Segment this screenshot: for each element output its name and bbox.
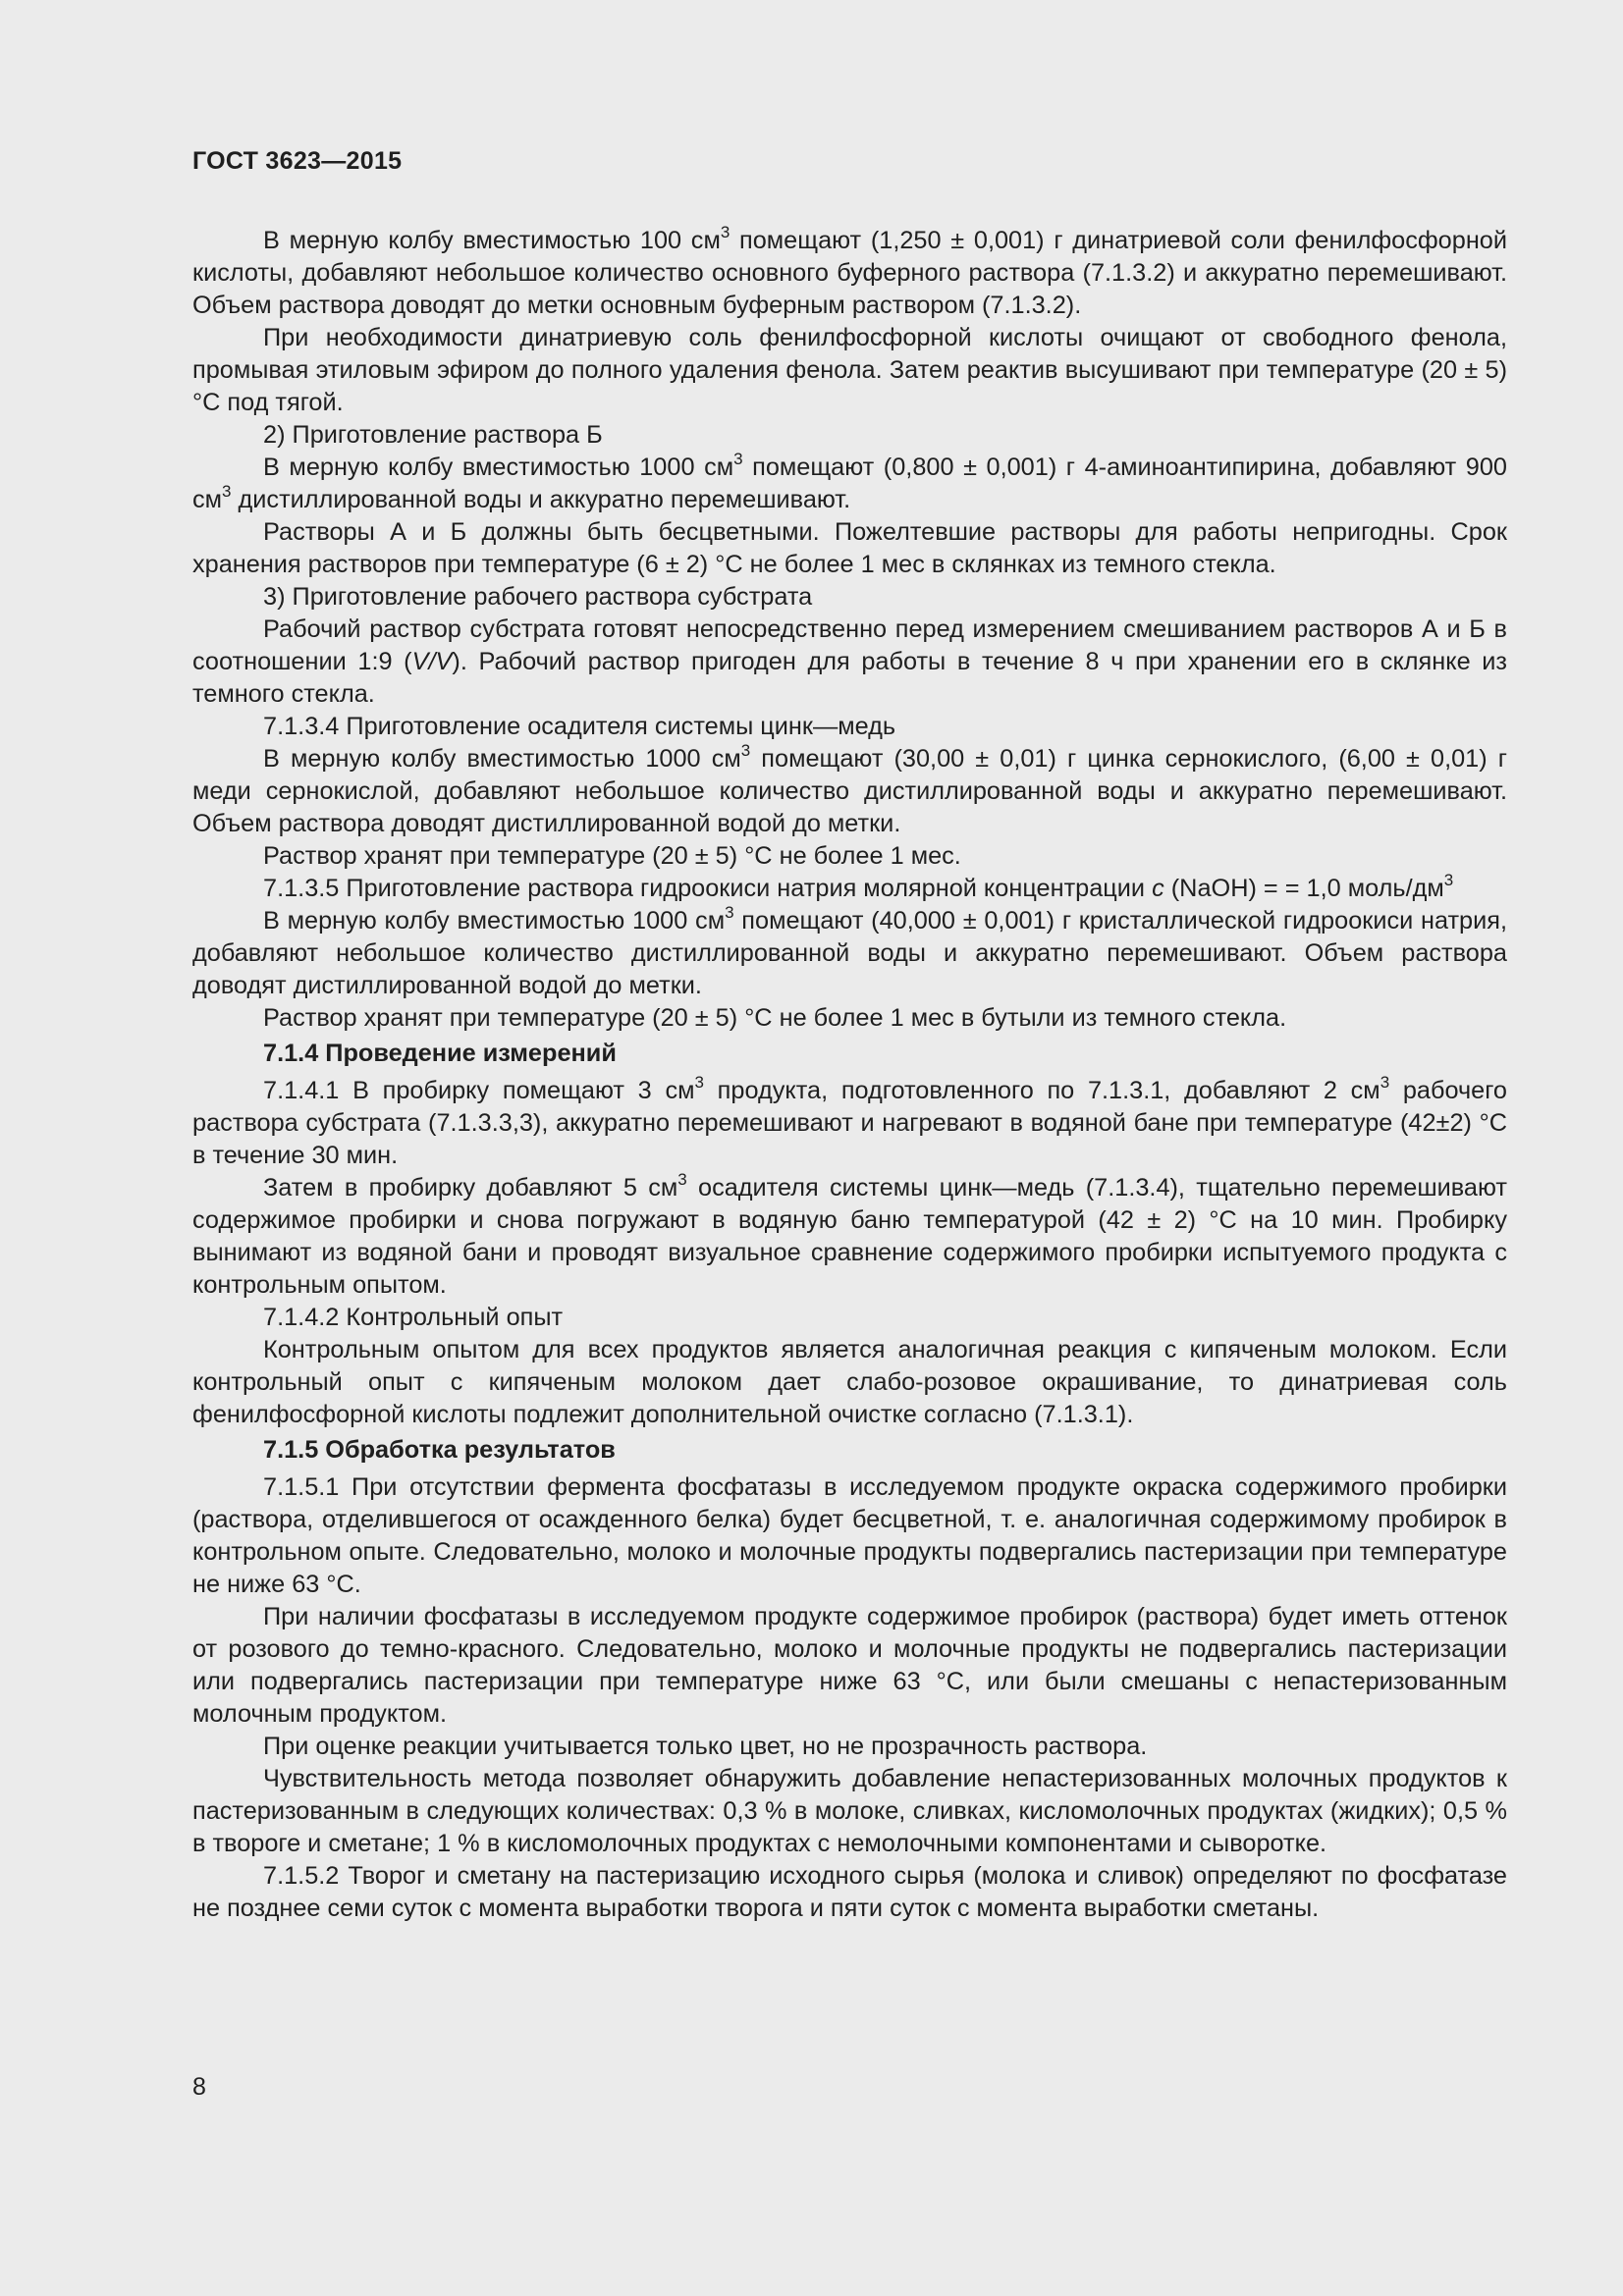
paragraph: Затем в пробирку добавляют 5 $см^3$ осадителя системы цинк—медь (7.1.3.4), тщательно перемешивают содержимое пробирки и снова погружают в водяную баню температурой (42 ± 2) °С на 10 мин. Пробирку вынимают из водяной бани и проводят визуальное сравнение содержимого пробирки испытуемого продукта с контрольным опытом. [192,1169,1507,1299]
document-body [192,222,1508,1925]
paragraph: Раствор хранят при температуре (20 ± 5) °С не более 1 мес в бутыли из темного стекла. [263,1004,1287,1032]
paragraph: Контрольным опытом для всех продуктов является аналогичная реакция с кипяченым молоком. Если контрольный опыт с кипяченым молоком дает слабо-розовое окрашивание, то динатриевая соль фенилфосфорной кислоты подлежит дополнительной очистке согласно (7.1.3.1). [192,1336,1507,1428]
paragraph: При наличии фосфатазы в исследуемом продукте содержимое пробирок (раствора) будет иметь оттенок от розового до темно-красного. Следовательно, молоко и молочные продукты не подвергались пастеризации или подвергались пастеризации при температуре ниже 63 °С, или были смешаны с непастеризованным молочным продуктом. [192,1603,1507,1728]
paragraph: Рабочий раствор субстрата готовят непосредственно перед измерением смешиванием растворов А и Б в соотношении 1:9 (V/V). Рабочий раствор пригоден для работы в течение 8 ч при хранении его в склянке из темного стекла. [192,615,1508,708]
paragraph: При оценке реакции учитывается только цвет, но не прозрачность раствора. [263,1733,1148,1760]
paragraph: 7.1.4.2 Контрольный опыт [263,1304,564,1331]
section-heading: 7.1.4 Проведение измерений [263,1040,617,1067]
paragraph: 3) Приготовление рабочего раствора субстрата [263,583,813,611]
superscript: 3 [740,740,751,760]
paragraph: В мерную колбу вместимостью 1000 $см^3$ помещают (0,800 ± 0,001) г 4-аминоантипирина, добавляют 900 $см^3$ дистиллированной воды и аккуратно перемешивают. [192,449,1507,513]
superscript: 3 [694,1072,704,1092]
paragraph: В мерную колбу вместимостью 100 $см^3$ помещают (1,250 ± 0,001) г динатриевой соли фенилфосфорной кислоты, добавляют небольшое количество основного буферного раствора (7.1.3.2) и аккуратно перемешивают. Объем раствора доводят до метки основным буферным раствором (7.1.3.2). [192,222,1507,319]
paragraph: 7.1.3.4 Приготовление осадителя системы цинк—медь [263,713,896,740]
paragraph: 7.1.3.5 Приготовление раствора гидроокиси натрия молярной концентрации c (NaOH) = = 1,0 моль/$дм^3$ [263,870,1454,902]
superscript: 3 [725,902,734,922]
superscript: 3 [1443,870,1454,889]
paragraph: 7.1.5.2 Творог и сметану на пастеризацию исходного сырья (молока и сливок) определяют по фосфатазе не позднее семи суток с момента выработки творога и пяти суток с момента выработки сметаны. [192,1862,1507,1922]
paragraph: Раствор хранят при температуре (20 ± 5) °С не более 1 мес. [263,842,961,870]
document-header: ГОСТ 3623—2015 [192,147,403,175]
paragraph: 2) Приготовление раствора Б [263,421,603,449]
paragraph: Чувствительность метода позволяет обнаружить добавление непастеризованных молочных продуктов к пастеризованным в следующих количествах: 0,3 % в молоке, сливках, кисломолочных продуктах (жидких); 0,5 % в твороге и сметане; 1 % в кисломолочных продуктах с немолочными компонентами и сыворотке. [192,1765,1507,1857]
page-number: 8 [192,2073,206,2101]
paragraph: 7.1.5.1 При отсутствии фермента фосфатазы в исследуемом продукте окраска содержимого пробирки (раствора, отделившегося от осажденного белка) будет бесцветной, т. е. аналогичная содержимому пробирок в контрольном опыте. Следовательно, молоко и молочные продукты подвергались пастеризации при температуре не ниже 63 °С. [192,1473,1507,1598]
superscript: 3 [1380,1072,1390,1092]
section-heading: 7.1.5 Обработка результатов [263,1436,616,1464]
superscript: 3 [677,1169,687,1189]
paragraph: 7.1.4.1 В пробирку помещают 3 $см^3$ продукта, подготовленного по 7.1.3.1, добавляют 2 $см^3$ рабочего раствора субстрата (7.1.3.3,3), аккуратно перемешивают и нагревают в водяной бане при температуре (42±2) °С в течение 30 мин. [192,1072,1507,1169]
superscript: 3 [720,222,730,241]
paragraph: В мерную колбу вместимостью 1000 $см^3$ помещают (30,00 ± 0,01) г цинка сернокислого, (6,00 ± 0,01) г меди сернокислой, добавляют небольшое количество дистиллированной воды и аккуратно перемешивают. Объем раствора доводят дистиллированной водой до метки. [192,740,1507,837]
superscript: 3 [733,449,743,468]
paragraph: Растворы А и Б должны быть бесцветными. Пожелтевшие растворы для работы непригодны. Срок хранения растворов при температуре (6 ± 2) °С не более 1 мес в склянках из темного стекла. [192,518,1507,578]
superscript: 3 [222,481,232,501]
paragraph: В мерную колбу вместимостью 1000 $см^3$ помещают (40,000 ± 0,001) г кристаллической гидроокиси натрия, добавляют небольшое количество дистиллированной воды и аккуратно перемешивают. Объем раствора доводят дистиллированной водой до метки. [192,902,1507,999]
paragraph: При необходимости динатриевую соль фенилфосфорной кислоты очищают от свободного фенола, промывая этиловым эфиром до полного удаления фенола. Затем реактив высушивают при температуре (20 ± 5) °С под тягой. [192,324,1507,416]
